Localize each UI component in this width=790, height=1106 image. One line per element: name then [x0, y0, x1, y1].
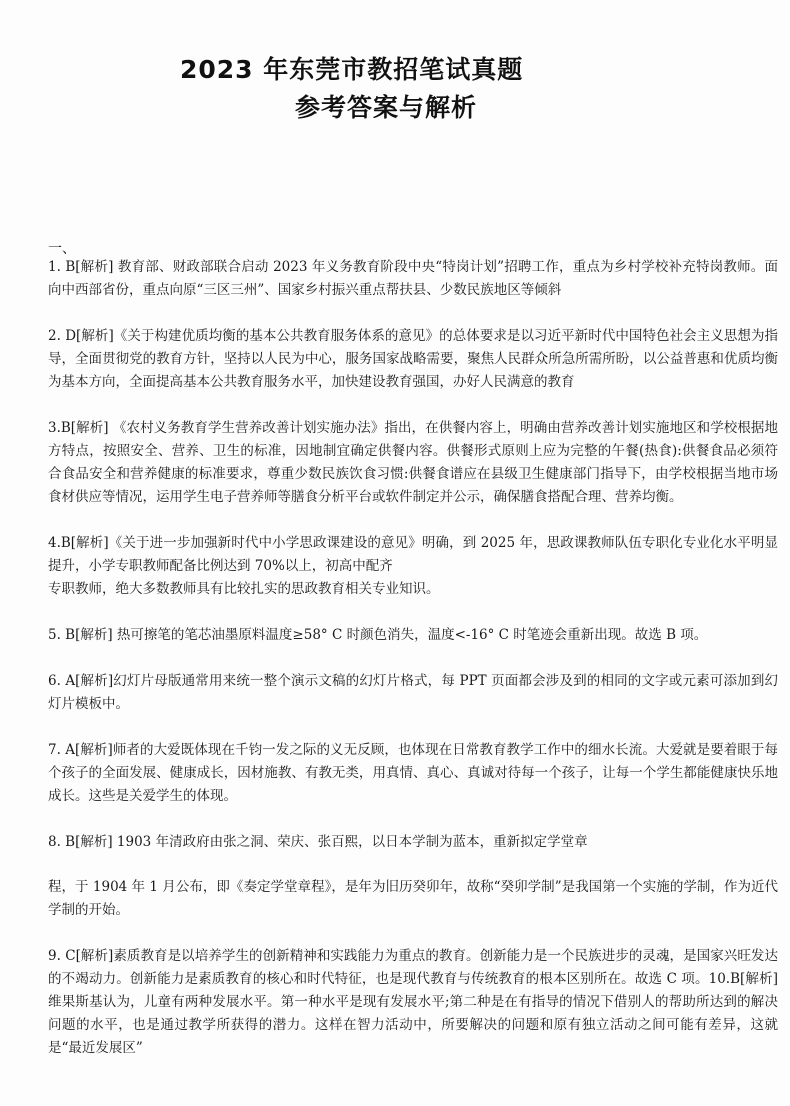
document-subtitle: 参考答案与解析	[295, 93, 478, 122]
answer-text-line: 程，于 1904 年 1 月公布，即《奏定学堂章程》，是年为旧历癸卯年，故称“癸卯学制”是我国第一个实施的学制，作为近代学制的开始。	[48, 879, 778, 918]
answer-text: 1. B[解析] 教育部、财政部联合启动 2023 年义务教育阶段中央“特岗计划”招聘工作，重点为乡村学校补充特岗教师。面向中西部省份，重点向原“三区三州”、国家乡村振兴重点帮扶县、少数民族地区等倾斜	[48, 259, 778, 298]
answer-item-7	[48, 739, 778, 808]
answer-item-1	[48, 256, 778, 302]
answer-item-8	[48, 831, 778, 922]
answer-item-6	[48, 670, 778, 716]
answer-text: 7. A[解析]师者的大爱既体现在千钧一发之际的义无反顾，也体现在日常教育教学工作中的细水长流。大爱就是要着眼于每个孩子的全面发展、健康成长，因材施教、有教无类，用真情、真心、真诚对待每一个孩子，让每一个学生都能健康快乐地成长。这些是关爱学生的体现。	[48, 742, 778, 804]
answer-item-2	[48, 325, 778, 394]
answer-text: 3.B[解析] 《农村义务教育学生营养改善计划实施办法》指出，在供餐内容上，明确由营养改善计划实施地区和学校根据地方特点，按照安全、营养、卫生的标准，因地制宜确定供餐内容。供餐形式原则上应为完整的午餐(热食):供餐食品必须符合食品安全和营养健康的标准要求，尊重少数民族饮食习惯:供餐食谱应在县级卫生健康部门指导下，由学校根据当地市场食材供应等情况，运用学生电子营养师等膳食分析平台或软件制定并公示，确保膳食搭配合理、营养均衡。	[48, 420, 778, 505]
answer-text-line: 4.B[解析]《关于进一步加强新时代中小学思政课建设的意见》明确，到 2025 年，思政课教师队伍专职化专业化水平明显提升，小学专职教师配备比例达到 70%以上，初高中配齐	[48, 535, 778, 574]
document-title: 2023 年东莞市教招笔试真题	[180, 55, 524, 84]
answer-text: 9. C[解析]素质教育是以培养学生的创新精神和实践能力为重点的教育。创新能力是一个民族进步的灵魂，是国家兴旺发达的不竭动力。创新能力是素质教育的核心和时代特征，也是现代教育与传统教育的根本区别所在。故选 C 项。10.B[解析]维果斯基认为，儿童有两种发展水平。第一种水平是现有发展水平;第二种是在有指导的情况下借别人的帮助所达到的解决问题的水平，也是通过教学所获得的潜力。这样在智力活动中，所要解决的问题和原有独立活动之间可能有差异，这就是“最近发展区”	[48, 948, 778, 1056]
answer-text-line: 8. B[解析] 1903 年清政府由张之洞、荣庆、张百熙，以日本学制为蓝本，重新拟定学堂章	[48, 834, 588, 850]
answer-item-4	[48, 532, 778, 601]
answer-item-3	[48, 417, 778, 509]
answer-item-9	[48, 945, 778, 1060]
answer-text: 5. B[解析] 热可擦笔的笔芯油墨原料温度≥58° C 时颜色消失，温度<-16° C 时笔迹会重新出现。故选 B 项。	[48, 627, 708, 643]
answer-text: 6. A[解析]幻灯片母版通常用来统一整个演示文稿的幻灯片格式，每 PPT 页面都会涉及到的相同的文字或元素可添加到幻灯片模板中。	[48, 673, 778, 712]
answer-text-line: 专职教师，绝大多数教师具有比较扎实的思政教育相关专业知识。	[48, 581, 440, 597]
answer-item-5	[48, 624, 778, 647]
answer-text: 2. D[解析]《关于构建优质均衡的基本公共教育服务体系的意见》的总体要求是以习近平新时代中国特色社会主义思想为指导，全面贯彻党的教育方针，坚持以人民为中心，服务国家战略需要，聚焦人民群众所急所需所盼，以公益普惠和优质均衡为基本方向，全面提高基本公共教育服务水平，加快建设教育强国，办好人民满意的教育	[48, 328, 778, 390]
answer-list	[48, 256, 778, 1083]
section-marker: 一、	[48, 241, 76, 257]
